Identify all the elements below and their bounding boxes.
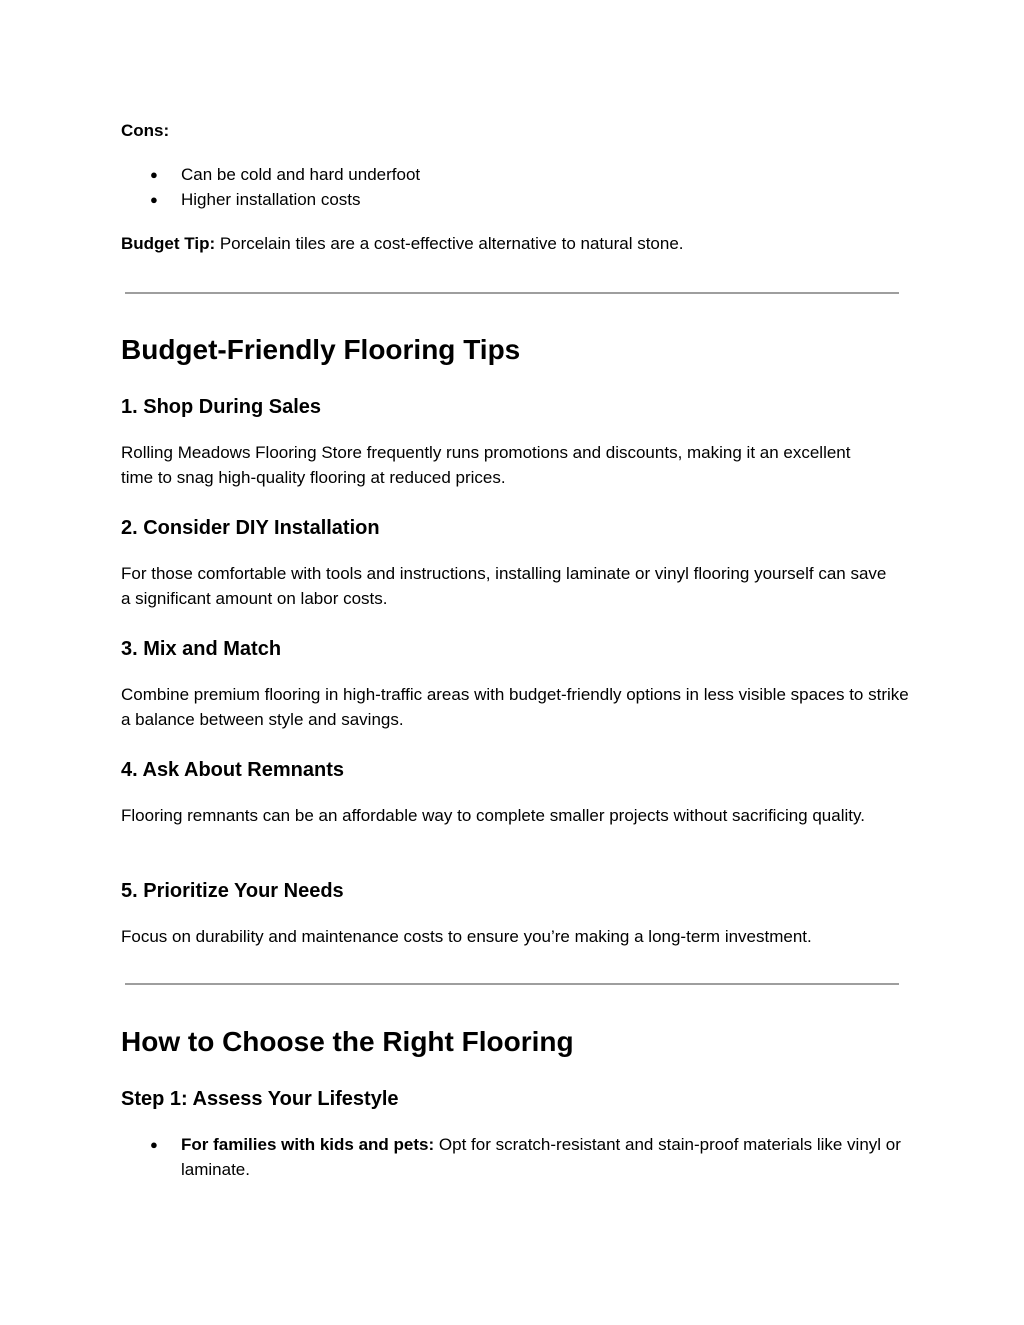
tip-text: Combine premium flooring in high-traffic areas with budget-friendly options in less visible spaces to strike a balance between style and savings. — [121, 685, 909, 729]
tip-text: Rolling Meadows Flooring Store frequently runs promotions and discounts, making it an excellent time to snag high-quality flooring at reduced prices. — [121, 443, 851, 487]
tip-text: Focus on durability and maintenance costs to ensure you’re making a long-term investment. — [121, 927, 812, 946]
tip-heading: 2. Consider DIY Installation — [121, 517, 380, 539]
tip-heading: 5. Prioritize Your Needs — [121, 880, 344, 902]
list-item-detail: Opt for scratch-resistant and stain-proof materials like vinyl or laminate. — [181, 1135, 901, 1179]
list-item-text: Can be cold and hard underfoot — [181, 165, 421, 184]
tip-text: For those comfortable with tools and instructions, installing laminate or vinyl flooring yourself can save a significant amount on labor costs. — [121, 564, 887, 608]
budget-tip-label: Budget Tip: — [121, 234, 216, 253]
tip-text: Flooring remnants can be an affordable way to complete smaller projects without sacrificing quality. — [121, 806, 865, 825]
bullet-icon: ● — [150, 1137, 158, 1152]
section-divider — [125, 292, 899, 294]
tip-heading: 3. Mix and Match — [121, 638, 282, 660]
budget-tip — [121, 232, 911, 257]
list-item — [150, 1133, 910, 1183]
bullet-icon: ● — [150, 192, 158, 207]
section-divider — [125, 983, 899, 985]
list-item-label: For families with kids and pets: — [181, 1135, 435, 1154]
list-item-text: Higher installation costs — [181, 190, 361, 209]
step-heading: Step 1: Assess Your Lifestyle — [121, 1088, 399, 1110]
bullet-icon: ● — [150, 167, 158, 182]
section-title-choose: How to Choose the Right Flooring — [121, 1026, 574, 1057]
cons-label: Cons: — [121, 121, 170, 140]
tip-heading: 4. Ask About Remnants — [121, 759, 344, 781]
list-item-text — [181, 1133, 911, 1182]
budget-tip-text: Porcelain tiles are a cost-effective alternative to natural stone. — [215, 234, 684, 253]
section-title-budget: Budget-Friendly Flooring Tips — [121, 334, 521, 365]
tip-heading: 1. Shop During Sales — [121, 396, 322, 418]
